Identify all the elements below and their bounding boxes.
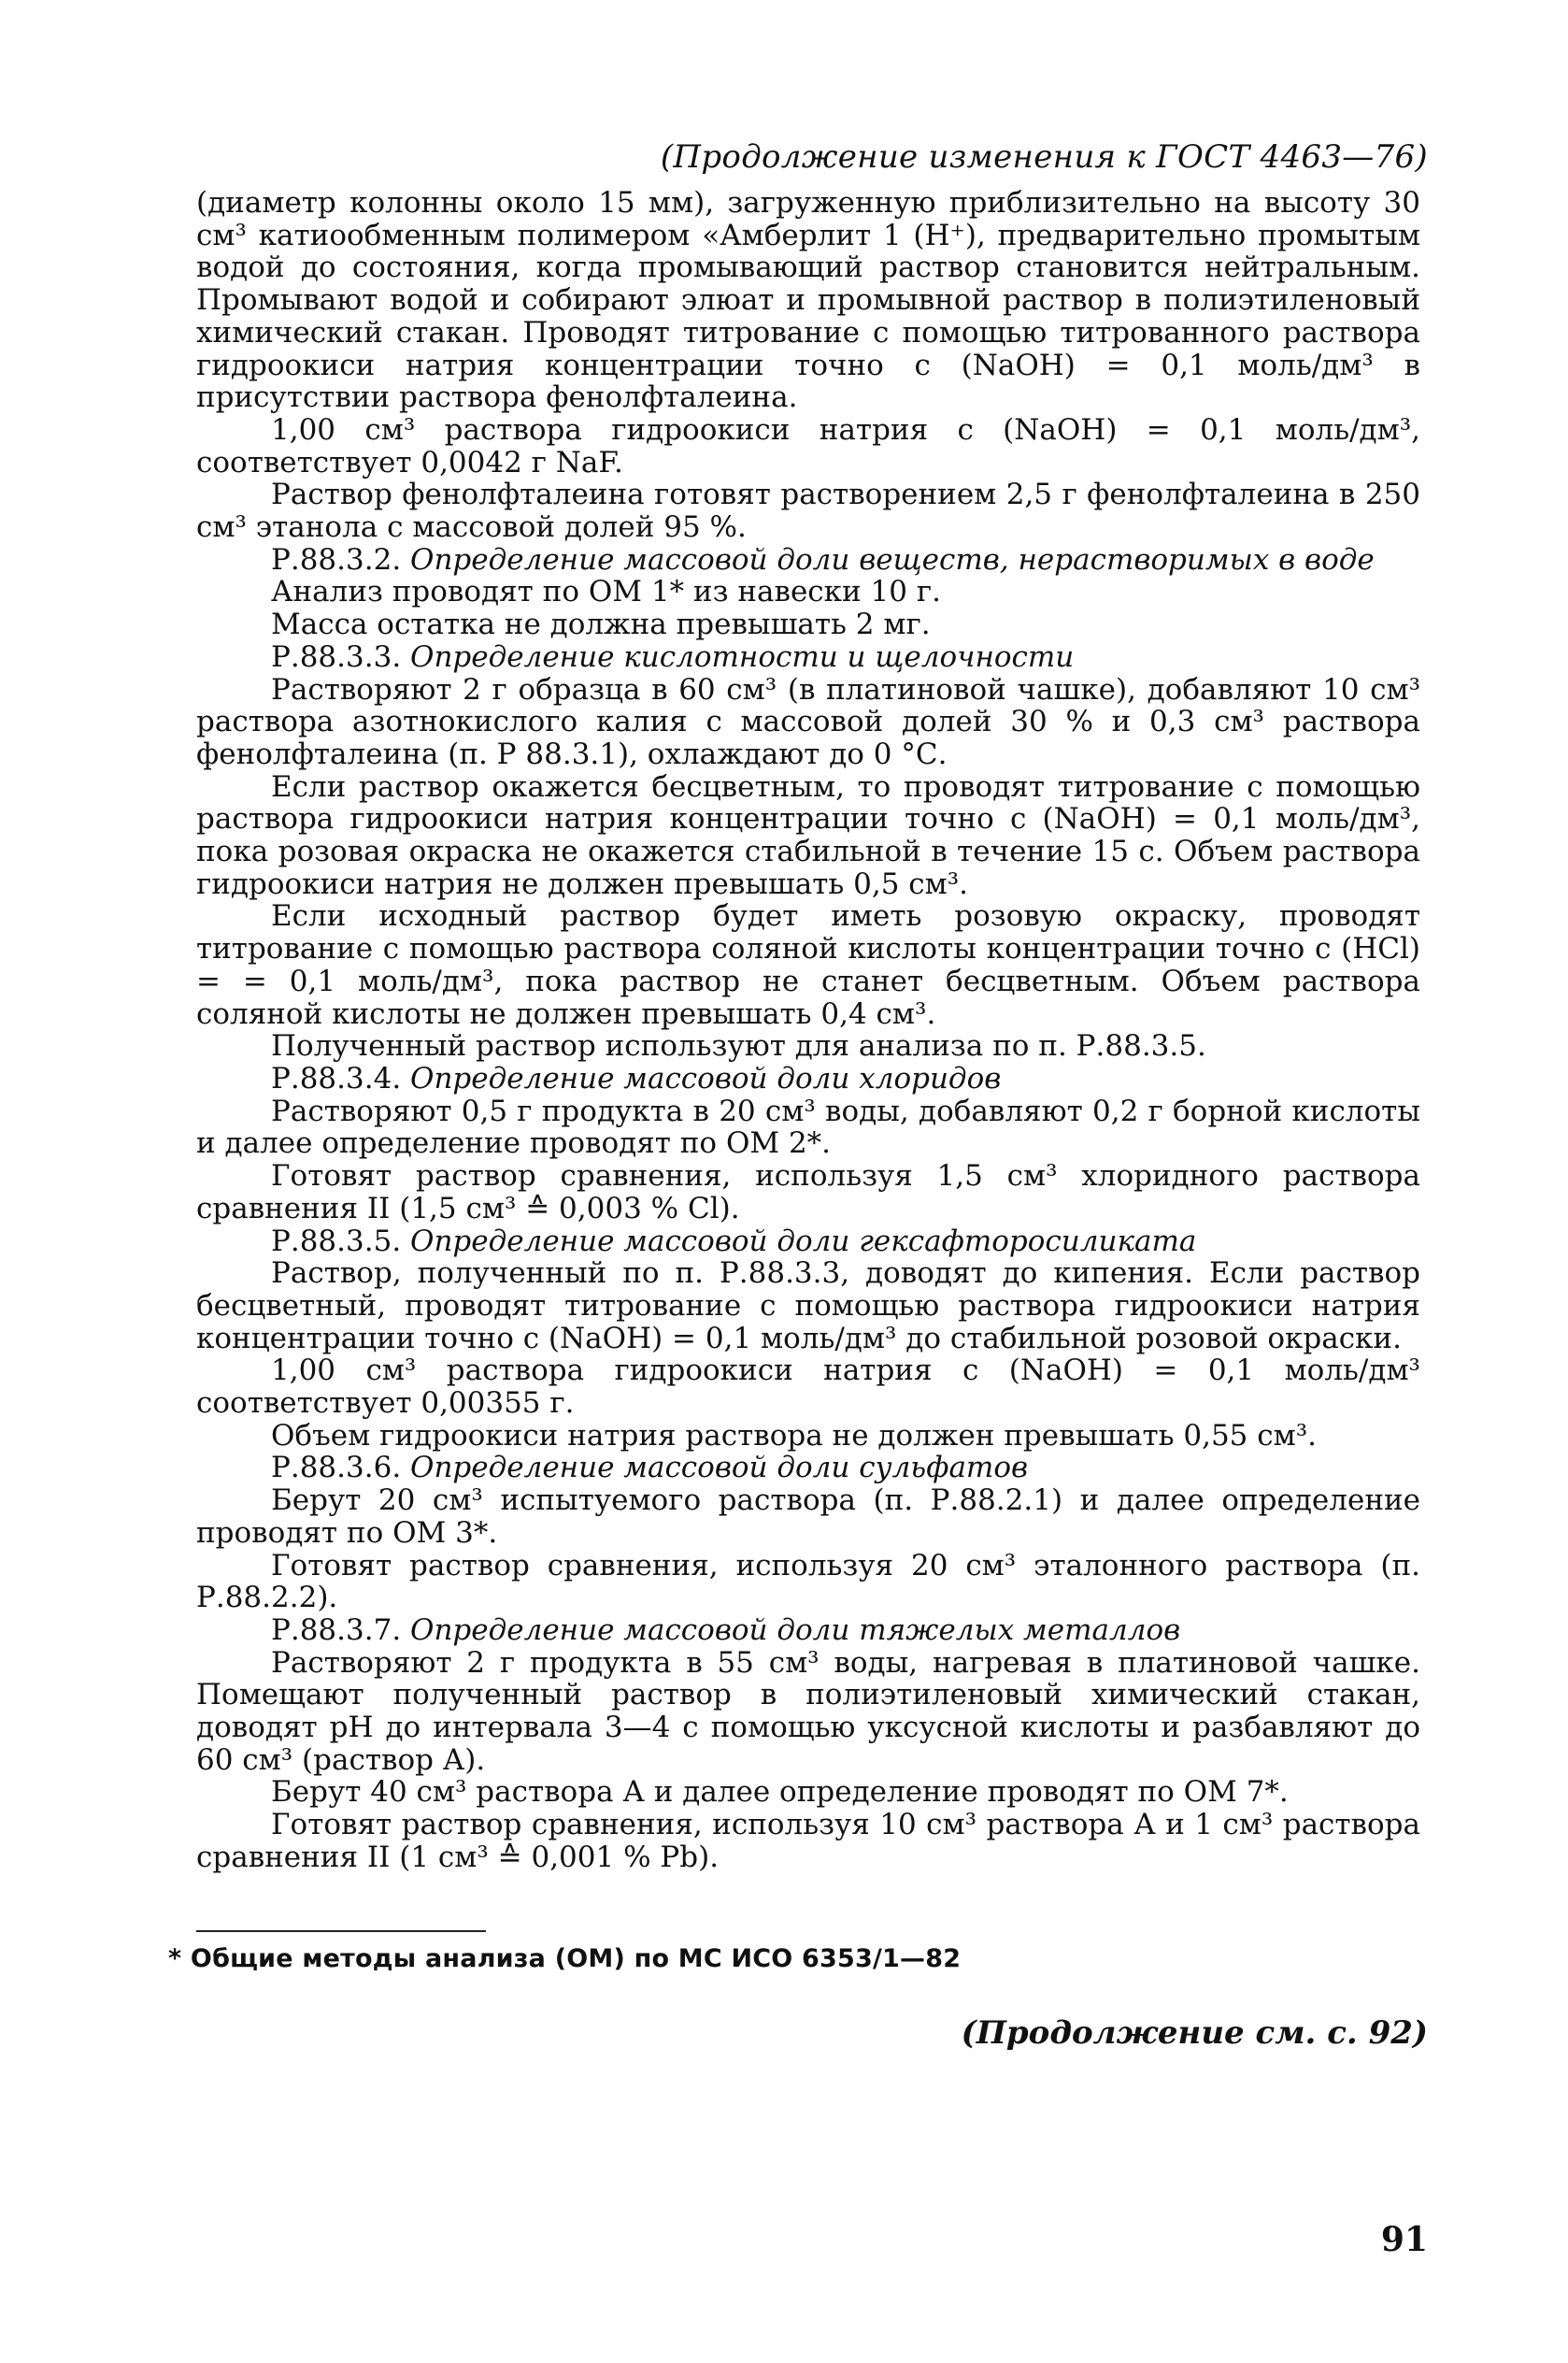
paragraph-text: Готовят раствор сравнения, используя 20 см³ эталонного раствора (п. Р.88.2.2). [196, 1548, 1420, 1615]
section-number: Р.88.3.5. [271, 1224, 411, 1258]
paragraph-text: Анализ проводят по ОМ 1* из навески 10 г. [271, 575, 941, 609]
paragraph [196, 1809, 1420, 1873]
paragraph-text: Растворяют 2 г продукта в 55 см³ воды, нагревая в платиновой чашке. Помещают полученный раствор в полиэтиленовый химический стакан, доводят pH до интервала 3—4 с помощью уксусной кислоты и разбавляют до 60 см³ (раствор А). [196, 1645, 1420, 1777]
paragraph [196, 1096, 1420, 1160]
paragraph-text: 1,00 см³ раствора гидроокиси натрия c (NaOH) = 0,1 моль/дм³ соответствует 0,00355 г. [196, 1353, 1420, 1421]
paragraph [196, 414, 1420, 479]
section-heading [196, 1225, 1420, 1258]
section-number: Р.88.3.4. [271, 1061, 411, 1096]
continuation-footer: (Продолжение см. с. 92) [961, 2014, 1428, 2052]
section-title: Определение массовой доли сульфатов [410, 1451, 1029, 1485]
paragraph [196, 1257, 1420, 1354]
continuation-header: (Продолжение изменения к ГОСТ 4463—76) [660, 138, 1428, 176]
page-number: 91 [1380, 2220, 1428, 2259]
section-number: Р.88.3.7. [271, 1612, 411, 1647]
footnote: * Общие методы анализа (ОМ) по МС ИСО 6353/1—82 [168, 1944, 962, 1973]
section-heading [196, 1063, 1420, 1096]
paragraph-text: Растворяют 0,5 г продукта в 20 см³ воды, добавляют 0,2 г борной кислоты и далее определение проводят по ОМ 2*. [196, 1094, 1420, 1161]
paragraph [196, 479, 1420, 543]
paragraph [196, 609, 1420, 641]
paragraph-text: Раствор, полученный по п. Р.88.3.3, доводят до кипения. Если раствор бесцветный, проводят титрование с помощью раствора гидроокиси натрия концентрации точно c (NaOH) = 0,1 моль/дм³ до стабильной розовой окраски. [196, 1256, 1420, 1355]
paragraph [196, 1550, 1420, 1614]
section-title: Определение массовой доли гексафторосиликата [410, 1224, 1197, 1258]
section-title: Определение массовой доли веществ, нерастворимых в воде [410, 542, 1375, 577]
paragraph [196, 1030, 1420, 1063]
paragraph-text: Если раствор окажется бесцветным, то проводят титрование с помощью раствора гидроокиси натрия концентрации точно c (NaOH) = 0,1 моль/дм³, пока розовая окраска не окажется стабильной в течение 15 с. Объем раствора гидроокиси натрия не должен превышать 0,5 см³. [196, 769, 1420, 901]
paragraph [196, 187, 1420, 414]
section-number: Р.88.3.3. [271, 639, 411, 674]
paragraph-text: Растворяют 2 г образца в 60 см³ (в платиновой чашке), добавляют 10 см³ раствора азотнокислого калия с массовой долей 30 % и 0,3 см³ раствора фенолфталеина (п. Р 88.3.1), охлаждают до 0 °С. [196, 672, 1420, 771]
paragraph-text: Готовят раствор сравнения, используя 1,5 см³ хлоридного раствора сравнения II (1,5 см³ ≙ 0,003 % Cl). [196, 1159, 1420, 1225]
paragraph-text: Берут 40 см³ раствора А и далее определение проводят по ОМ 7*. [271, 1775, 1289, 1810]
paragraph [196, 1354, 1420, 1419]
section-heading [196, 641, 1420, 674]
paragraph [196, 576, 1420, 609]
paragraph [196, 1776, 1420, 1809]
paragraph-text: Берут 20 см³ испытуемого раствора (п. Р.88.2.1) и далее определение проводят по ОМ 3*. [196, 1483, 1420, 1550]
paragraph-text: Готовят раствор сравнения, используя 10 см³ раствора А и 1 см³ раствора сравнения II (1 см³ ≙ 0,001 % Pb). [196, 1808, 1420, 1874]
paragraph [196, 900, 1420, 1030]
paragraph-text: Раствор фенолфталеина готовят растворением 2,5 г фенолфталеина в 250 см³ этанола с массовой долей 95 %. [196, 478, 1420, 545]
paragraph [196, 1484, 1420, 1549]
section-title: Определение массовой доли хлоридов [410, 1061, 1002, 1096]
paragraph [196, 1647, 1420, 1777]
paragraph-text: (диаметр колонны около 15 мм), загруженную приблизительно на высоту 30 см³ катиообменным полимером «Амберлит 1 (H⁺), предварительно промытым водой до состояния, когда промывающий раствор становится нейтральным. Промывают водой и собирают элюат и промывной раствор в полиэтиленовый химический стакан. Проводят титрование с помощью титрованного раствора гидроокиси натрия концентрации точно c (NaOH) = 0,1 моль/дм³ в присутствии раствора фенолфталеина. [196, 186, 1420, 415]
paragraph-text: Объем гидроокиси натрия раствора не должен превышать 0,55 см³. [271, 1418, 1318, 1453]
section-number: Р.88.3.2. [271, 542, 411, 577]
paragraph-text: 1,00 см³ раствора гидроокиси натрия c (NaOH) = 0,1 моль/дм³, соответствует 0,0042 г NaF. [196, 412, 1420, 480]
paragraph [196, 674, 1420, 771]
section-heading [196, 544, 1420, 577]
section-heading [196, 1614, 1420, 1647]
section-heading [196, 1452, 1420, 1484]
paragraph-text: Полученный раствор используют для анализа по п. Р.88.3.5. [271, 1029, 1206, 1064]
paragraph [196, 771, 1420, 901]
paragraph-text: Масса остатка не должна превышать 2 мг. [271, 608, 931, 642]
section-number: Р.88.3.6. [271, 1451, 411, 1485]
body-text [196, 187, 1420, 1874]
paragraph [196, 1160, 1420, 1224]
footnote-divider [196, 1930, 486, 1932]
section-title: Определение массовой доли тяжелых металлов [410, 1612, 1181, 1647]
paragraph [196, 1420, 1420, 1453]
paragraph-text: Если исходный раствор будет иметь розовую окраску, проводят титрование с помощью раствора соляной кислоты концентрации точно c (HCl) = = 0,1 моль/дм³, пока раствор не станет бесцветным. Объем раствора соляной кислоты не должен превышать 0,4 см³. [196, 899, 1420, 1031]
section-title: Определение кислотности и щелочности [410, 639, 1075, 674]
